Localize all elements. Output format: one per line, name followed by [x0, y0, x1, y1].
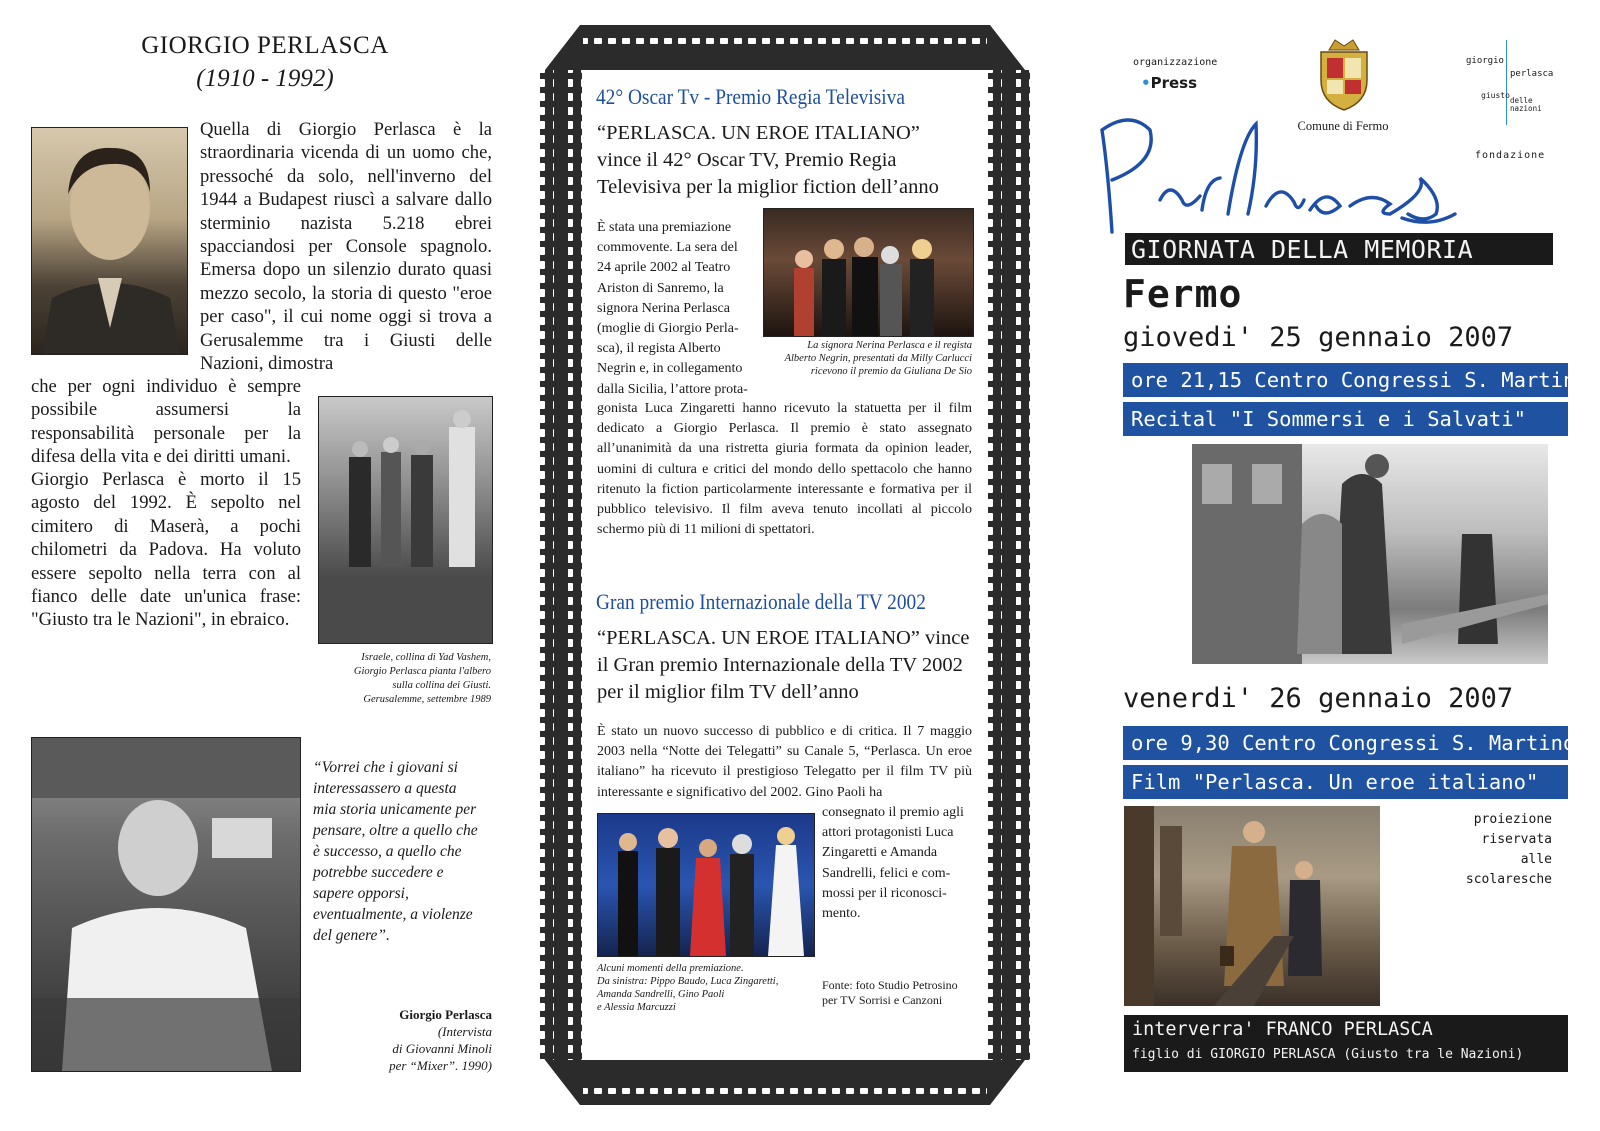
gran-premio-body-wide: È stato un nuovo successo di pubblico e di critica. Il 7 maggio 2003 nella “Notte dei Telegatti” su Canale 5, “Perlasca. Un eroe italiano” ha ricevuto il prestigioso Telegatto per il film TV più interessante e significativo del 2002. Gino Paoli ha: [597, 724, 972, 800]
oscar-subheading: “PERLASCA. UN EROE ITALIANO” vince il 42° Oscar TV, Premio Regia Televisiva per la miglior fiction dell’anno: [597, 122, 939, 198]
intro-paragraph-bottom: che per ogni individuo è sempre possibile assumersi la responsabilità personale per la difesa della vita e dei diritti umani.: [31, 376, 301, 468]
gran-premio-body-narrow: consegnato il premio agli attori protagonisti Luca Zingaretti e Amanda Sandrelli, felici e com- mossi per il riconosci- mento.: [822, 805, 964, 922]
press-logo-text: Press: [1150, 74, 1198, 92]
event2-title-bar: [1123, 765, 1568, 799]
gran-premio-heading: Gran premio Internazionale della TV 2002: [596, 589, 926, 614]
perlasca-signature: [1090, 110, 1460, 240]
portrait-photo: [31, 127, 188, 355]
tree-caption: Israele, collina di Yad Vashem, Giorgio Perlasca pianta l'albero sulla collina dei Giusti. Gerusalemme, settembre 1989: [353, 652, 491, 705]
train-station-photo: [1192, 444, 1548, 664]
telegatto-photo: [597, 813, 815, 957]
fondazione-word: nazioni: [1510, 104, 1542, 113]
speaker-banner: [1124, 1015, 1568, 1072]
fondazione-word: fondazione: [1475, 150, 1546, 161]
oscar-heading: 42° Oscar Tv - Premio Regia Televisiva: [596, 84, 905, 109]
burial-paragraph: Giorgio Perlasca è morto il 15 agosto del 1992. È sepolto nel cimitero di Maserà, a pochi chilometri da Padova. Ha voluto essere sepolto nella terra con al fianco delle date un'unica frase: "Giusto tra le Nazioni", in ebraico.: [31, 469, 301, 631]
left-years: (1910 - 1992): [196, 65, 334, 92]
tree-planting-photo: [318, 396, 493, 644]
photo-source: Fonte: foto Studio Petrosino per TV Sorrisi e Canzoni: [822, 978, 958, 1007]
comune-label: Comune di Fermo: [1297, 119, 1389, 133]
gran-premio-subheading: “PERLASCA. UN EROE ITALIANO” vince il Gran premio Internazionale della TV 2002 per il miglior film TV dell’anno: [597, 627, 970, 703]
speaker-line: interverra' FRANCO PERLASCA: [1132, 1019, 1433, 1040]
giornata-text: GIORNATA DELLA MEMORIA: [1131, 235, 1474, 264]
press-logo: •Press: [1141, 74, 1198, 92]
fondazione-word: delle: [1510, 96, 1533, 105]
speaker-subline: figlio di GIORGIO PERLASCA (Giusto tra le Nazioni): [1132, 1047, 1524, 1062]
intro-paragraph-top: Quella di Giorgio Perlasca è la straordinaria vicenda di un uomo che, pressoché da solo, nell'inverno del 1944 a Budapest riuscì a salvare dallo sterminio nazista 5.218 ebrei spacciandosi per Console spagnolo. Emersa dopo un silenzio durato quasi mezzo secolo, la storia di questo "eroe per caso", il cui nome oggi si trova a Gerusalemme tra i Giusti delle Nazioni, dimostra: [200, 119, 492, 375]
quote-attribution: Giorgio Perlasca (Intervista di Giovanni Minoli per “Mixer”. 1990): [330, 1006, 492, 1074]
quote-author: Giorgio Perlasca: [399, 1007, 492, 1022]
date-2: venerdi' 26 gennaio 2007: [1123, 683, 1514, 714]
oscar-body-narrow: È stata una premiazione commovente. La sera del 24 aprile 2002 al Teatro Ariston di Sanremo, la signora Nerina Perlasca (moglie di Giorgio Perla- sca), il regista Alberto Negrin e, in collegamento dalla Sicilia, l’attore prota-: [597, 220, 748, 397]
event2-title: Film "Perlasca. Un eroe italiano": [1131, 770, 1539, 794]
organizzazione-label: organizzazione: [1133, 57, 1218, 68]
perlasca-quote: “Vorrei che i giovani si interessassero a questa mia storia unicamente per pensare, oltre a quello che è successo, a quello che potrebbe succedere e sapere opporsi, eventualmente, a violenze del genere”.: [313, 759, 478, 944]
telegatto-caption: Alcuni momenti della premiazione. Da sinistra: Pippo Baudo, Luca Zingaretti, Amanda Sandrelli, Gino Paoli e Alessia Marcuzzi: [597, 963, 779, 1013]
desk-photo: [31, 737, 301, 1072]
giornata-banner: [1125, 233, 1553, 265]
fondazione-word: perlasca: [1510, 69, 1554, 79]
event1-title-bar: [1123, 402, 1568, 436]
oscar-photo-caption: La signora Nerina Perlasca e il regista Alberto Negrin, presentati da Milly Carlucci ricevono il premio da Giuliana De Sio: [784, 340, 972, 377]
film-still-photo: [1124, 806, 1380, 1006]
fondazione-word: giorgio: [1466, 56, 1504, 66]
date-1: giovedi' 25 gennaio 2007: [1123, 322, 1514, 353]
left-title: GIORGIO PERLASCA: [141, 32, 389, 59]
fondazione-word: giusto: [1481, 91, 1510, 100]
event1-place-bar: [1123, 363, 1588, 397]
event2-place-bar: [1123, 726, 1576, 760]
fondazione-logo: [1462, 40, 1562, 170]
proiezione-note: proiezione riservata alle scolaresche: [1465, 812, 1552, 887]
comune-crest-icon: [1315, 36, 1373, 112]
oscar-body-wide: gonista Luca Zingaretti hanno ricevuto la statuetta per il film dedicato a Giorgio Perlasca. Il premio è stato assegnato all’unanimità da una ristretta giuria formata da opinion leader, uomini di cultura e critici del mondo dello spettacolo che hanno ritenuto la fiction particolarmente interessante e formativa per il pubblico televisivo. Il film aveva tenuto incollati al piccolo schermo più di 11 milioni di spettatori.: [597, 401, 972, 538]
oscar-ceremony-photo: [763, 208, 974, 337]
event1-place: ore 21,15 Centro Congressi S. Martino: [1131, 368, 1588, 392]
event1-title: Recital "I Sommersi e i Salvati": [1131, 407, 1526, 431]
city-title: Fermo: [1123, 272, 1243, 316]
event2-place: ore 9,30 Centro Congressi S. Martino: [1131, 731, 1576, 755]
